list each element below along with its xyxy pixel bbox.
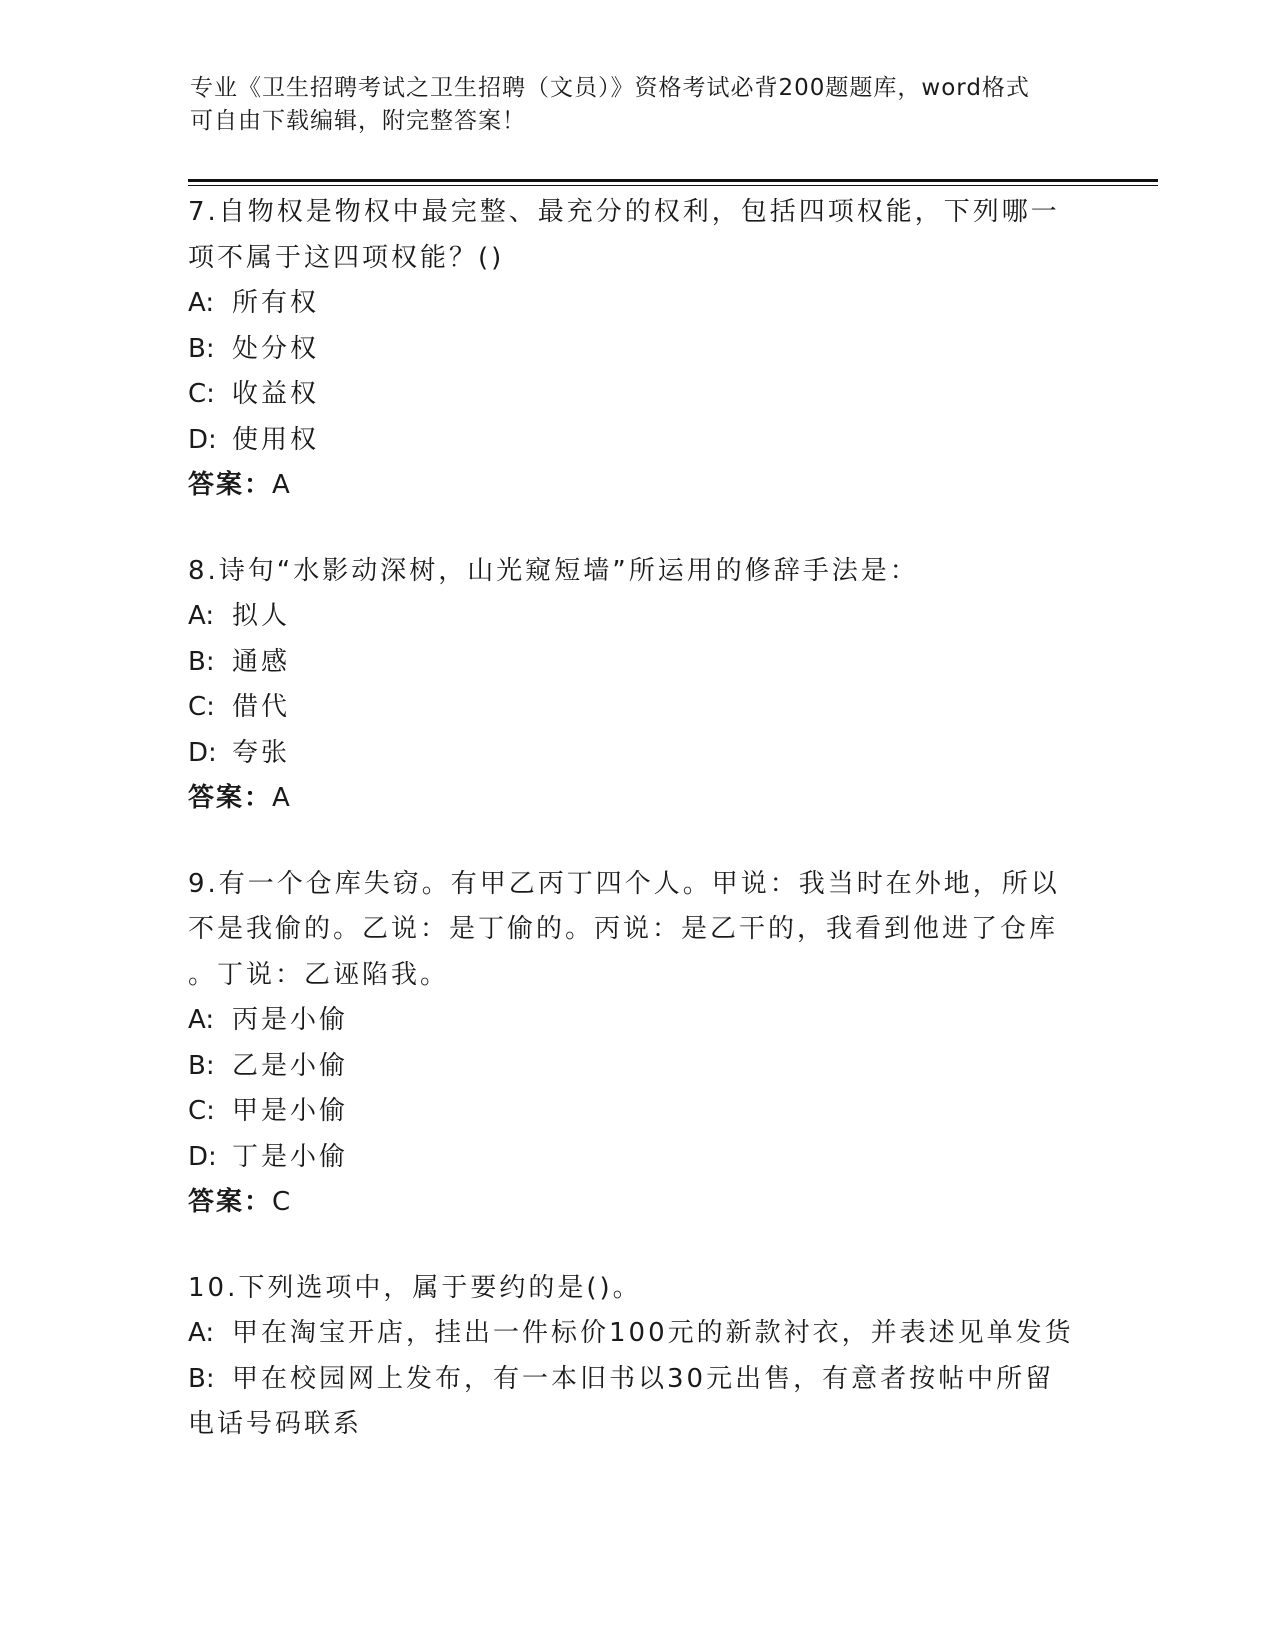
option-key: C:	[188, 692, 215, 722]
option-text: 拟人	[232, 601, 291, 631]
option-text: 所有权	[232, 288, 320, 318]
option-text: 收益权	[232, 379, 320, 409]
answer-label: 答案：	[188, 470, 273, 500]
option-text: 处分权	[232, 333, 320, 364]
question-stem	[188, 549, 1088, 595]
option-b	[188, 327, 1088, 373]
option-key: C:	[188, 379, 215, 409]
option-text: 丙是小偷	[232, 1005, 349, 1035]
option-key: B:	[188, 1363, 215, 1394]
stem-line: 。丁说：乙诬陷我。	[188, 959, 450, 990]
stem-line: 项不属于这四项权能？()	[188, 242, 505, 273]
option-c	[188, 1089, 1088, 1135]
option-c	[188, 685, 1088, 731]
option-key: D:	[188, 1141, 217, 1172]
document-header	[190, 72, 1090, 138]
option-key: A:	[188, 288, 215, 318]
option-text: 借代	[232, 692, 291, 722]
stem-line: 8.诗句“水影动深树，山光窥短墙”所运用的修辞手法是：	[188, 555, 919, 586]
option-key: B:	[188, 646, 215, 677]
option-text: 夸张	[232, 737, 291, 768]
option-key: B:	[188, 333, 215, 364]
answer-value: C	[272, 1187, 293, 1217]
option-d	[188, 418, 1088, 464]
option-key: D:	[188, 737, 217, 768]
answer-line	[188, 1180, 1088, 1226]
option-text: 甲在校园网上发布，有一本旧书以30元出售，有意者按帖中所留	[232, 1363, 1055, 1394]
option-text: 通感	[232, 646, 291, 677]
option-a	[188, 1311, 1088, 1357]
question-9	[188, 862, 1088, 1226]
option-text: 使用权	[232, 424, 320, 455]
stem-line: 不是我偷的。乙说：是丁偷的。丙说：是乙干的，我看到他进了仓库	[188, 914, 1059, 944]
header-line-1: 专业《卫生招聘考试之卫生招聘（文员）》资格考试必背200题题库，word格式	[190, 75, 1030, 101]
option-key: D:	[188, 424, 217, 455]
header-rule-thin	[188, 185, 1158, 186]
stem-line: 10.下列选项中，属于要约的是()。	[188, 1272, 642, 1303]
option-key: A:	[188, 1005, 215, 1035]
option-text: 甲在淘宝开店，挂出一件标价100元的新款衬衣，并表述见单发货	[232, 1318, 1074, 1348]
option-a	[188, 281, 1088, 327]
option-continuation: 电话号码联系	[188, 1409, 363, 1439]
option-d	[188, 1135, 1088, 1181]
stem-line: 9.有一个仓库失窃。有甲乙丙丁四个人。甲说：我当时在外地，所以	[188, 868, 1060, 899]
option-text: 乙是小偷	[232, 1050, 349, 1081]
answer-label: 答案：	[188, 1187, 273, 1217]
answer-line	[188, 776, 1088, 822]
option-b	[188, 1357, 1088, 1403]
option-b	[188, 640, 1088, 686]
option-a	[188, 594, 1088, 640]
answer-line	[188, 463, 1088, 509]
answer-value: A	[272, 470, 292, 500]
question-10	[188, 1266, 1088, 1448]
question-stem	[188, 190, 1088, 281]
question-7	[188, 190, 1088, 509]
option-c	[188, 372, 1088, 418]
answer-value: A	[272, 783, 292, 813]
option-d	[188, 731, 1088, 777]
question-stem	[188, 1266, 1088, 1312]
option-key: A:	[188, 601, 215, 631]
option-text: 甲是小偷	[232, 1096, 349, 1126]
header-line-2: 可自由下载编辑，附完整答案！	[190, 108, 526, 134]
option-key: C:	[188, 1096, 215, 1126]
option-key: B:	[188, 1050, 215, 1081]
question-list	[188, 190, 1088, 1488]
option-a	[188, 998, 1088, 1044]
answer-label: 答案：	[188, 783, 273, 813]
option-key: A:	[188, 1318, 215, 1348]
option-b	[188, 1044, 1088, 1090]
question-8	[188, 549, 1088, 822]
question-stem	[188, 862, 1088, 999]
stem-line: 7.自物权是物权中最完整、最充分的权利，包括四项权能，下列哪一	[188, 197, 1060, 227]
header-rule-thick	[188, 179, 1158, 182]
option-text: 丁是小偷	[232, 1141, 349, 1172]
